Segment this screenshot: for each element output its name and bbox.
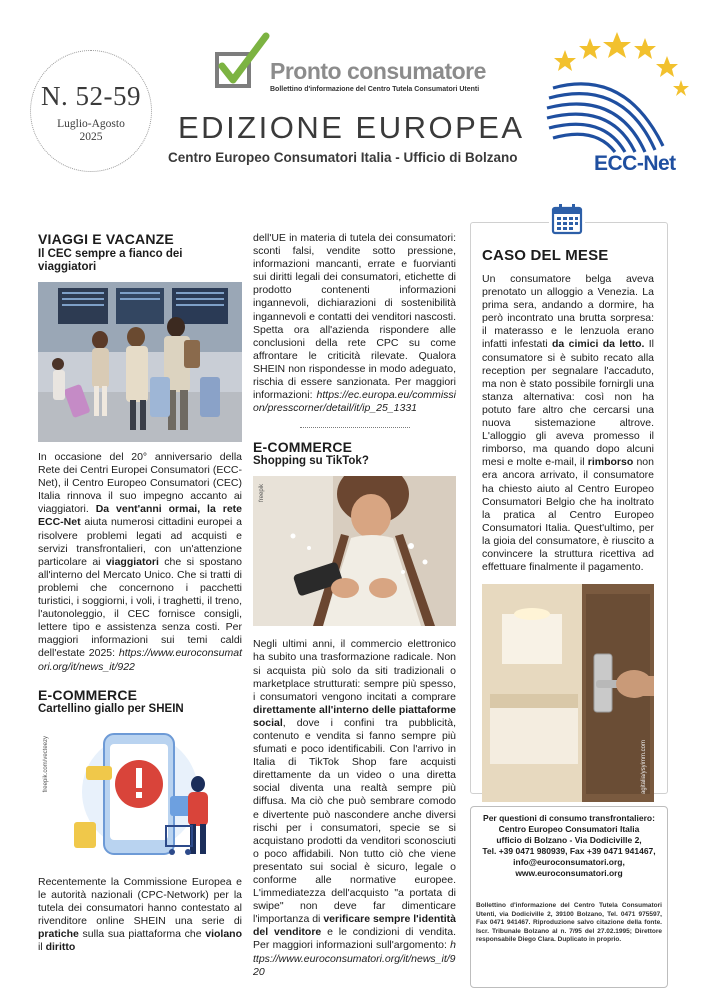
contact-website[interactable]: www.euroconsumatori.org bbox=[515, 868, 623, 878]
travel-link[interactable]: https://www.euroconsumatori.org/it/news_it/922 bbox=[38, 647, 242, 673]
checkbox-logo-icon bbox=[214, 32, 270, 92]
issue-number: N. 52-59 bbox=[41, 81, 141, 111]
calendar-icon bbox=[549, 201, 585, 237]
shein-body-continued: dell'UE in materia di tutela dei consumatori: sconti falsi, vendite sotto pressione, informazioni mancanti, errate e fuorvianti sui diritti legali dei consumatori, etichette di prodotto contenenti informazioni ingannevoli, dichiarazioni di sostenibilità ingannevoli e contatti dei venditori nascosti. Spetta ora all'azienda rispondere alle conclusioni della rete CPC su come affrontare le criticità rilevate. Qualora SHEIN non rispondesse in modo adeguato, rischia di essere sanzionata. Per maggiori informazioni: https://ec.europa.eu/commission/presscorner/detail/it/ip_25_1331 bbox=[253, 232, 456, 415]
case-image-credit: agitalia/ysyimm.com bbox=[640, 740, 647, 795]
column-left bbox=[38, 232, 242, 954]
issue-date: Luglio-Agosto 2025 bbox=[57, 118, 125, 143]
publication-note: Bollettino d'informazione del Centro Tutela Consumatori Utenti, via Dodiciville 2, 39100 Bolzano, Tel. 0471 975597, Fax 0471 941467. Riproduzione salvo citazione della fonte. Iscr. Tribunale Bolzano al n. 7/95 del 27.02.1995; Direttore responsabile Diego Clara. Duplicato in proprio. bbox=[476, 902, 662, 944]
contact-info: Per questioni di consumo transfrontaliero: Centro Europeo Consumatori Italia ufficio di Bolzano - Via Dodiciville 2, Tel. +39 0471 980939, Fax +39 0471 941467, info@euroconsumatori.org, www.euroconsumatori.org bbox=[476, 813, 662, 879]
tiktok-image-credit: freepik bbox=[259, 484, 265, 503]
ecc-net-label: ECC-Net bbox=[594, 152, 676, 175]
contact-email[interactable]: info@euroconsumatori.org, bbox=[513, 857, 625, 867]
travel-section-title: VIAGGI E VACANZE bbox=[38, 231, 174, 247]
shein-body-start: Recentemente la Commissione Europea e le autorità nazionali (CPC-Network) per la tutela dei consumatori hanno contestato al rivenditore online SHEIN una serie di pratiche sulla sua piattaforma che violano il diritto bbox=[38, 875, 243, 954]
shein-headline: Cartellino giallo per SHEIN bbox=[38, 702, 184, 715]
shein-header bbox=[38, 688, 242, 716]
smartphone-shopping-photo bbox=[253, 476, 456, 626]
case-body: Un consumatore belga aveva prenotato un alloggio a Venezia. La prima sera, andando a dormire, ha però incontrato una brutta sorpresa: il materasso e le lenzuola erano infatti infestati da cimici da letto. Il consumatore si è subito recato alla reception per segnalare l'accaduto, ma non è stato possibile fornirgli una stanza alternativa: così non ha potuto fare altro che cercarsi una nuova sistemazione altrove. L'alloggio gli aveva promesso il rimborso, ma quando dopo alcuni mesi e molte e-mail, il rimborso non era ancora arrivato, il consumatore ha chiesto aiuto al Centro Europeo Consumatori Belgio che ha inoltrato la pratica al Centro Europeo Consumatori Italia. Quest'ultimo, per la gioia del consumatore, è riuscito a convincere la struttura ricettiva ad effettuare finalmente il pagamento. bbox=[482, 273, 655, 574]
travel-headline: Il CEC sempre a fianco dei viaggiatori bbox=[38, 248, 183, 273]
tiktok-link[interactable]: https://www.euroconsumatori.org/it/news_it/920 bbox=[253, 939, 456, 978]
divider bbox=[300, 427, 410, 428]
edition-subtitle: Centro Europeo Consumatori Italia - Ufficio di Bolzano bbox=[168, 150, 518, 165]
tiktok-body: Negli ultimi anni, il commercio elettronico ha subito una trasformazione radicale. Non si acquista più solo da siti tradizionali o marketplace strutturati: sempre più spesso, i consumatori vengono incitati a comprare direttamente all'interno delle piattaforme social, dove i confini tra pubblicità, contenuto e vendita si fanno sempre più sfumati e poco identificabili. Con l'arrivo in Italia di TikTok Shop fare acquisti direttamente da un video o una diretta social diventa una realtà sempre più diffusa. Ma ciò che può sembrare comodo e divertente può nascondere anche diversi rischi per i consumatori, specie se si acquistano prodotti da venditori sconosciuti o poco affidabili. Non tutto ciò che viene presentato sui social è sicuro, legale o conforme alle normative europee. L'immediatezza dell'acquisto "a portata di swipe" non deve far dimenticare l'importanza di verificare sempre l'identità del venditore e le condizioni di vendita. Per maggiori informazioni sull'argomento: https://www.euroconsumatori.org/it/news_it/920 bbox=[253, 638, 456, 978]
edition-title: EDIZIONE EUROPEA bbox=[178, 110, 525, 145]
column-middle bbox=[253, 232, 456, 979]
shein-image-credit: freepik.com/vecteezy bbox=[43, 735, 49, 792]
tiktok-section-title: E-COMMERCE bbox=[253, 439, 353, 456]
tiktok-headline: Shopping su TikTok? bbox=[253, 455, 369, 468]
shein-link[interactable]: https://ec.europa.eu/commission/presscorner/detail/it/ip_25_1331 bbox=[253, 389, 456, 415]
hotel-door-photo bbox=[482, 584, 654, 802]
travel-body: In occasione del 20° anniversario della Rete dei Centri Europei Consumatori (ECC-Net), il Centro Europeo Consumatori (CEC) Italia rinnova il suo impegno accanto ai viaggiatori. Da vent'anni ormai, la rete ECC-Net aiuta numerosi cittadini europei a risolvere problemi legati ad acquisti e servizi transfrontalieri, con un'attenzione particolare ai viaggiatori che si spostano all'interno del Mercato Unico. Che si tratti di problemi che concernono i pacchetti turistici, i soggiorni, i voli, i traghetti, il treno, l'autonoleggio, il CEC fornisce consigli, lettere tipo e assistenza senza costi. Per maggiori informazioni sui temi caldi dell'estate 2025: https://www.euroconsumatori.org/it/news_it/922 bbox=[38, 451, 242, 673]
issue-badge bbox=[30, 50, 152, 172]
airport-travelers-photo bbox=[38, 282, 242, 442]
brand-title: Pronto consumatore bbox=[270, 58, 486, 84]
case-title: CASO DEL MESE bbox=[482, 247, 609, 264]
shein-illustration bbox=[38, 726, 242, 866]
shein-section-title: E-COMMERCE bbox=[38, 686, 138, 703]
column-right bbox=[482, 248, 654, 802]
brand-subtitle: Bollettino d'informazione del Centro Tutela Consumatori Utenti bbox=[270, 86, 480, 93]
